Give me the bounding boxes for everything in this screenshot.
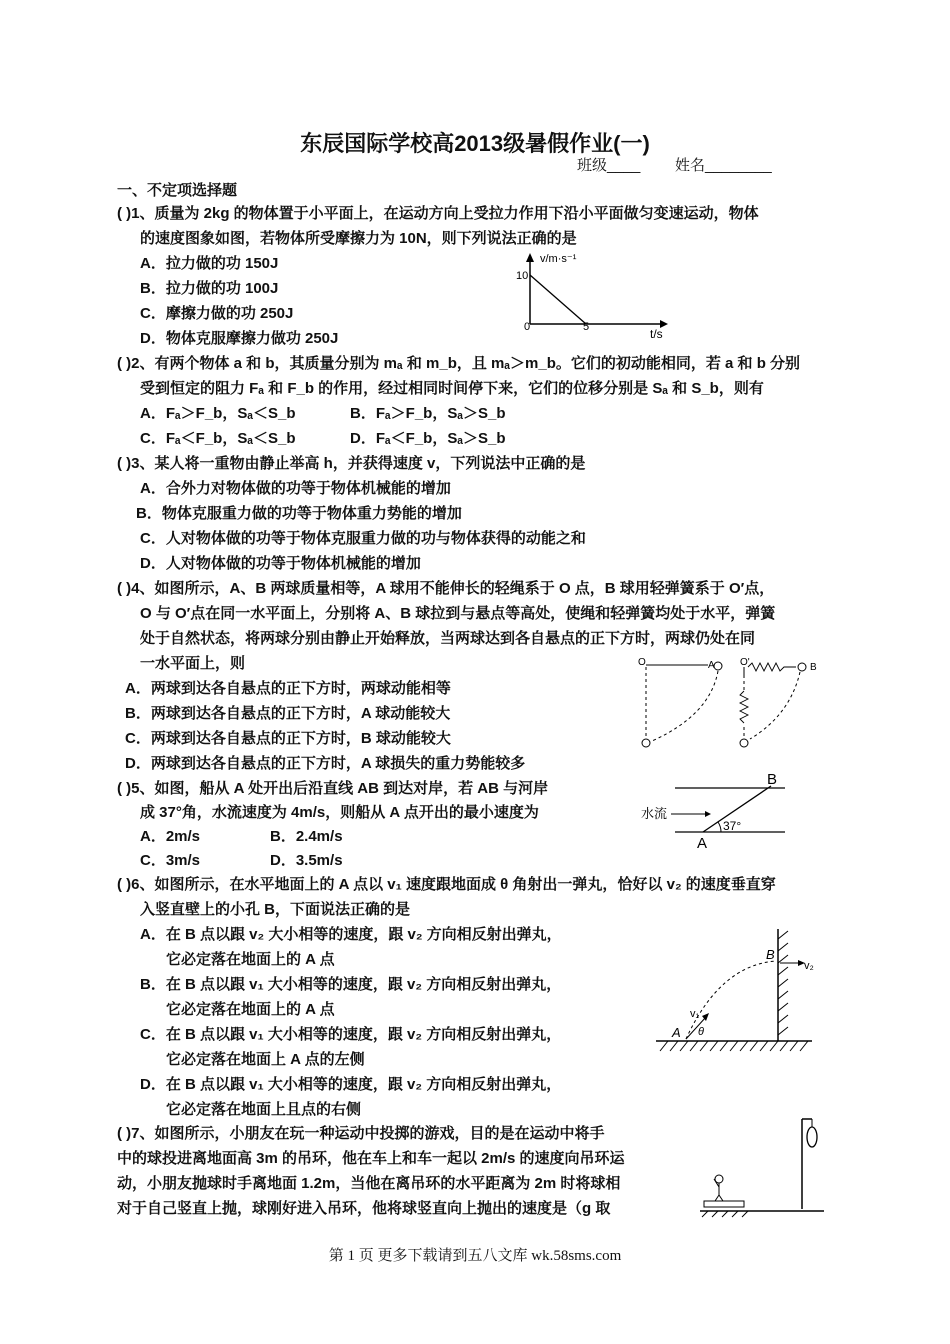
q5-line1: ( )5、如图，船从 A 处开出后沿直线 AB 到达对岸，若 AB 与河岸	[117, 780, 549, 797]
ground-hatching	[702, 1211, 748, 1217]
q2-option-b: B．Fₐ＞F_b，Sₐ＞S_b	[350, 405, 506, 422]
ball-b-start	[798, 663, 806, 671]
q7-line1: ( )7、如图所示，小朋友在玩一种运动中投掷的游戏，目的是在运动中将手	[117, 1125, 605, 1142]
child-leg-right	[719, 1195, 723, 1201]
label-a: A	[697, 835, 708, 852]
q6-option-b-cont: 它必定落在地面上的 A 点	[166, 1001, 335, 1018]
q5-option-a: A．2m/s	[140, 828, 201, 845]
q1-option-d: D．物体克服摩擦力做功 250J	[140, 330, 339, 347]
ground-hatching	[660, 1041, 808, 1051]
q6-projectile-figure	[650, 925, 820, 1060]
q4-pendulum-figure	[630, 655, 830, 755]
ball-b-end	[740, 739, 748, 747]
q4-option-a: A．两球到达各自悬点的正下方时，两球动能相等	[125, 680, 451, 697]
q4-line4: 一水平面上，则	[140, 655, 246, 672]
label-a: A	[708, 660, 715, 671]
class-field: 班级____	[577, 157, 641, 174]
label-theta: θ	[698, 1026, 704, 1038]
q6-option-d-cont: 它必定落在地面上且点的右侧	[166, 1101, 362, 1118]
q3-line1: ( )3、某人将一重物由静止举高 h，并获得速度 v，下列说法中正确的是	[117, 455, 586, 472]
label-b: B	[767, 771, 778, 788]
q6-option-d: D．在 B 点以跟 v₁ 大小相等的速度，跟 v₂ 方向相反射出弹丸，	[140, 1076, 562, 1093]
page-title: 东辰国际学校高2013级暑假作业(一)	[300, 131, 650, 156]
origin-label: 0	[524, 321, 531, 333]
q6-option-c: C．在 B 点以跟 v₁ 大小相等的速度，跟 v₂ 方向相反射出弹丸，	[140, 1026, 562, 1043]
q1-line1: ( )1、质量为 2kg 的物体置于小平面上，在运动方向上受拉力作用下沿小平面做匀变速运动，物体	[117, 205, 759, 222]
q5-option-c: C．3m/s	[140, 852, 201, 869]
spring-horizontal	[748, 663, 796, 671]
q5-river-figure	[635, 770, 795, 852]
q5-option-d: D．3.5m/s	[270, 852, 343, 869]
flow-arrow-head	[705, 811, 711, 817]
q3-option-a: A．合外力对物体做的功等于物体机械能的增加	[140, 480, 451, 497]
y-axis-label: v/m·s⁻¹	[540, 253, 577, 265]
q6-option-a: A．在 B 点以跟 v₂ 大小相等的速度，跟 v₂ 方向相反射出弹丸，	[140, 926, 562, 943]
label-v1: v₁	[690, 1008, 700, 1020]
child-leg-left	[715, 1195, 719, 1201]
q1-velocity-graph	[510, 248, 680, 343]
label-o2: O'	[740, 657, 750, 668]
q6-option-c-cont: 它必定落在地面上 A 点的左侧	[166, 1051, 365, 1068]
label-b: B	[766, 947, 775, 962]
velocity-line	[530, 275, 586, 324]
q1-option-c: C．摩擦力做的功 250J	[140, 305, 294, 322]
name-field: 姓名________	[675, 157, 772, 174]
q1-line2: 的速度图象如图，若物体所受摩擦力为 10N，则下列说法正确的是	[140, 230, 577, 247]
q4-line1: ( )4、如图所示，A、B 两球质量相等，A 球用不能伸长的轻绳系于 O 点，B 球用轻弹簧系于 O′点，	[117, 580, 775, 597]
q7-line3: 动，小朋友抛球时手离地面 1.2m，当他在离吊环的水平距离为 2m 时将球相	[117, 1175, 621, 1192]
label-a: A	[672, 1025, 681, 1040]
ball-b-path	[750, 672, 800, 739]
spring-vertical	[740, 691, 748, 723]
q4-option-d: D．两球到达各自悬点的正下方时，A 球损失的重力势能较多	[125, 755, 526, 772]
ball-a-end	[642, 739, 650, 747]
q1-option-a: A．拉力做的功 150J	[140, 255, 279, 272]
q5-option-b: B．2.4m/s	[270, 828, 343, 845]
y-tick-10: 10	[516, 270, 529, 282]
label-o: O	[638, 657, 646, 668]
q4-line2: O 与 O′点在同一水平面上，分别将 A、B 球拉到与悬点等高处，使绳和轻弹簧均处于水平，弹簧	[140, 605, 776, 622]
q2-option-c: C．Fₐ＜F_b，Sₐ＜S_b	[140, 430, 296, 447]
q1-option-b: B．拉力做的功 100J	[140, 280, 279, 297]
label-angle: 37°	[723, 819, 742, 833]
label-b: B	[810, 662, 817, 673]
q6-option-b: B．在 B 点以跟 v₁ 大小相等的速度，跟 v₂ 方向相反射出弹丸，	[140, 976, 562, 993]
q7-line2: 中的球投进离地面高 3m 的吊环，他在车上和车一起以 2m/s 的速度向吊环运	[117, 1150, 625, 1167]
cart	[704, 1201, 744, 1207]
label-water-flow: 水流	[641, 806, 668, 821]
q3-option-c: C．人对物体做的功等于物体克服重力做的功与物体获得的动能之和	[140, 530, 586, 547]
q6-option-a-cont: 它必定落在地面上的 A 点	[166, 951, 335, 968]
wall-hatching	[778, 931, 788, 1035]
q4-option-b: B．两球到达各自悬点的正下方时，A 球动能较大	[125, 705, 451, 722]
ball-a-path	[652, 671, 718, 741]
section-heading: 一、不定项选择题	[117, 182, 238, 199]
q6-line2: 入竖直壁上的小孔 B，下面说法正确的是	[140, 901, 411, 918]
q7-game-figure	[700, 1115, 830, 1225]
angle-arc	[718, 822, 721, 832]
q6-line1: ( )6、如图所示，在水平地面上的 A 点以 v₁ 速度跟地面成 θ 角射出一弹丸，恰好以 v₂ 的速度垂直穿	[117, 876, 776, 893]
q2-line1: ( )2、有两个物体 a 和 b，其质量分别为 mₐ 和 m_b，且 mₐ＞m_b。它们的初动能相同，若 a 和 b 分别	[117, 355, 801, 372]
hanging-ring	[807, 1127, 817, 1147]
q4-line3: 处于自然状态，将两球分别由静止开始释放，当两球达到各自悬点的正下方时，两球仍处在同	[140, 630, 756, 647]
q3-option-b: B．物体克服重力做的功等于物体重力势能的增加	[136, 505, 462, 522]
y-axis-arrow	[526, 253, 534, 262]
label-v2: v₂	[804, 960, 814, 972]
q2-option-a: A．Fₐ＞F_b，Sₐ＜S_b	[140, 405, 296, 422]
q5-line2: 成 37°角，水流速度为 4m/s，则船从 A 点开出的最小速度为	[140, 804, 539, 821]
page-footer: 第 1 页 更多下载请到五八文库 wk.58sms.com	[328, 1248, 622, 1264]
x-tick-5: 5	[583, 321, 590, 333]
q3-option-d: D．人对物体做的功等于物体机械能的增加	[140, 555, 421, 572]
q4-option-c: C．两球到达各自悬点的正下方时，B 球动能较大	[125, 730, 451, 747]
q2-option-d: D．Fₐ＜F_b，Sₐ＞S_b	[350, 430, 506, 447]
x-axis-label: t/s	[650, 327, 663, 341]
q2-line2: 受到恒定的阻力 Fₐ 和 F_b 的作用，经过相同时间停下来，它们的位移分别是 Sₐ 和 S_b，则有	[140, 380, 764, 397]
ball-a-start	[714, 662, 722, 670]
q7-line4: 对于自己竖直上抛，球刚好进入吊环，他将球竖直向上抛出的速度是（g 取	[117, 1200, 611, 1217]
